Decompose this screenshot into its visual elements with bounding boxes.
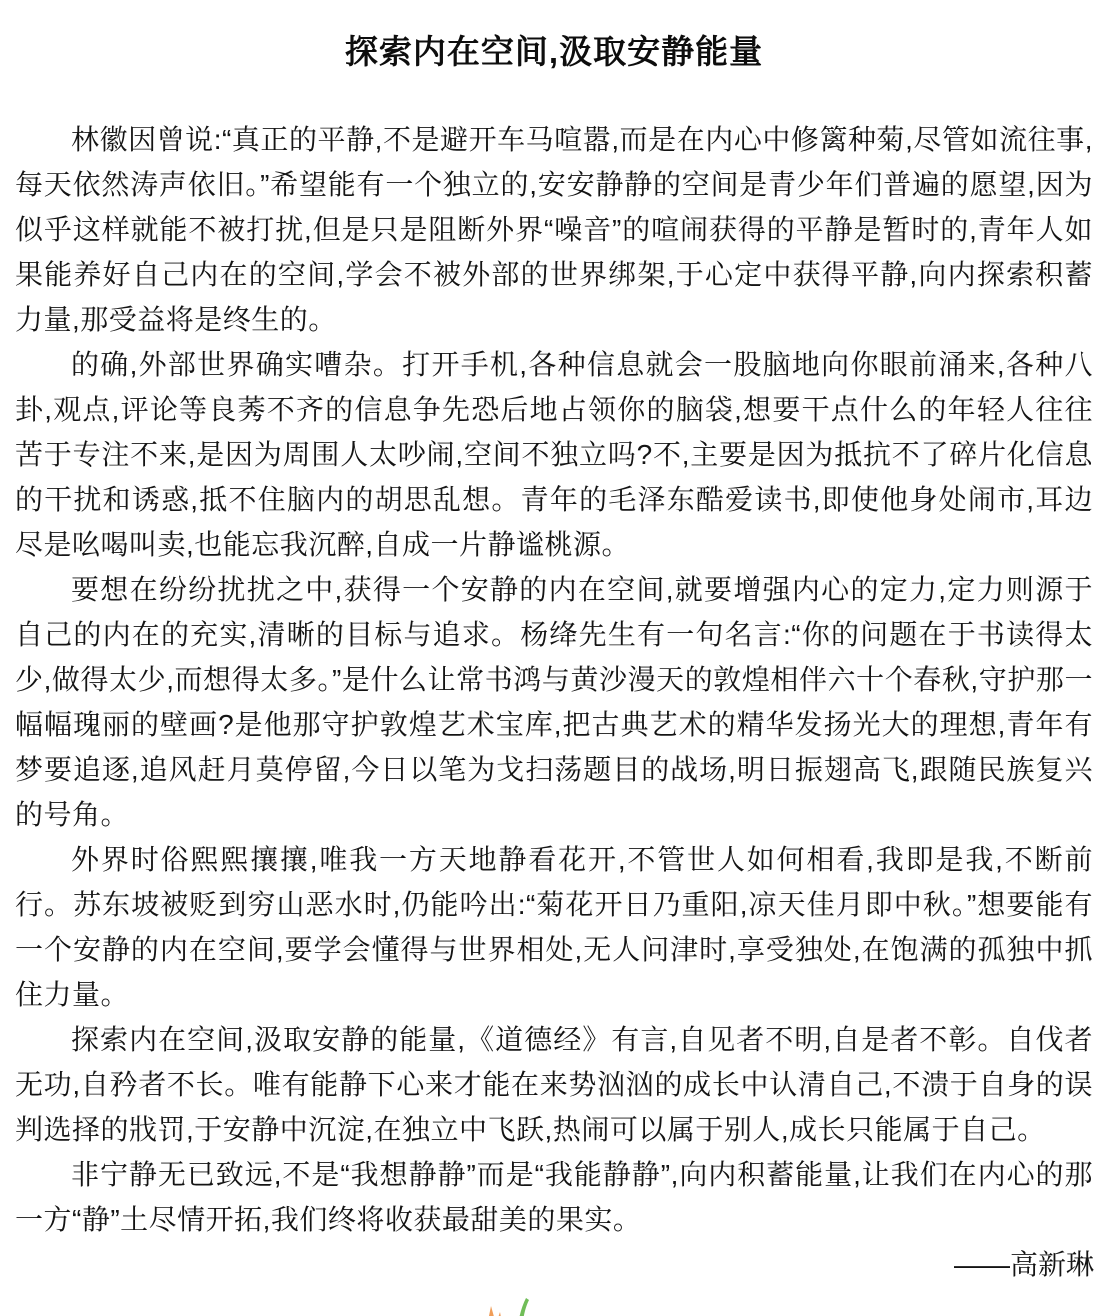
paragraph: 林徽因曾说:“真正的平静,不是避开车马喧嚣,而是在内心中修篱种菊,尽管如流往事,每天依然涛声依旧。”希望能有一个独立的,安安静静的空间是青少年们普遍的愿望,因为似乎这样就能不被打扰,但是只是阻断外界“噪音”的喧闹获得的平静是暂时的,青年人如果能养好自己内在的空间,学会不被外部的世界绑架,于心定中获得平静,向内探索积蓄力量,那受益将是终生的。 <box>15 124 1093 335</box>
author-signature: ——高新琳 <box>953 1249 1094 1280</box>
paragraph: 探索内在空间,汲取安静的能量,《道德经》有言,自见者不明,自是者不彰。自伐者无功,自矜者不长。唯有能静下心来才能在来势汹汹的成长中认清自己,不溃于自身的误判选择的戕罚,于安静中沉淀,在独立中飞跃,热闹可以属于别人,成长只能属于自己。 <box>15 1024 1093 1145</box>
page-title: 探索内在空间,汲取安静能量 <box>344 33 764 70</box>
paragraph: 的确,外部世界确实嘈杂。打开手机,各种信息就会一股脑地向你眼前涌来,各种八卦,观点,评论等良莠不齐的信息争先恐后地占领你的脑袋,想要干点什么的年轻人往往苦于专注不来,是因为周围人太吵闹,空间不独立吗?不,主要是因为抵抗不了碎片化信息的干扰和诱惑,抵不住脑内的胡思乱想。青年的毛泽东酷爱读书,即使他身处闹市,耳边尽是吆喝叫卖,也能忘我沉醉,自成一片静谧桃源。 <box>15 349 1093 560</box>
flame-leaf-icon <box>458 1294 544 1316</box>
paragraph: 非宁静无已致远,不是“我想静静”而是“我能静静”,向内积蓄能量,让我们在内心的那一方“静”土尽情开拓,我们终将收获最甜美的果实。 <box>15 1159 1093 1235</box>
paragraph: 外界时俗熙熙攘攘,唯我一方天地静看花开,不管世人如何相看,我即是我,不断前行。苏东坡被贬到穷山恶水时,仍能吟出:“菊花开日乃重阳,凉天佳月即中秋。”想要能有一个安静的内在空间,要学会懂得与世界相处,无人问津时,享受独处,在饱满的孤独中抓住力量。 <box>15 844 1093 1010</box>
paragraph: 要想在纷纷扰扰之中,获得一个安静的内在空间,就要增强内心的定力,定力则源于自己的内在的充实,清晰的目标与追求。杨绛先生有一句名言:“你的问题在于书读得太少,做得太少,而想得太多。”是什么让常书鸿与黄沙漫天的敦煌相伴六十个春秋,守护那一幅幅瑰丽的壁画?是他那守护敦煌艺术宝库,把古典艺术的精华发扬光大的理想,青年有梦要追逐,追风赶月莫停留,今日以笔为戈扫荡题目的战场,明日振翅高飞,跟随民族复兴的号角。 <box>15 574 1093 830</box>
essay-body <box>15 117 1093 1242</box>
